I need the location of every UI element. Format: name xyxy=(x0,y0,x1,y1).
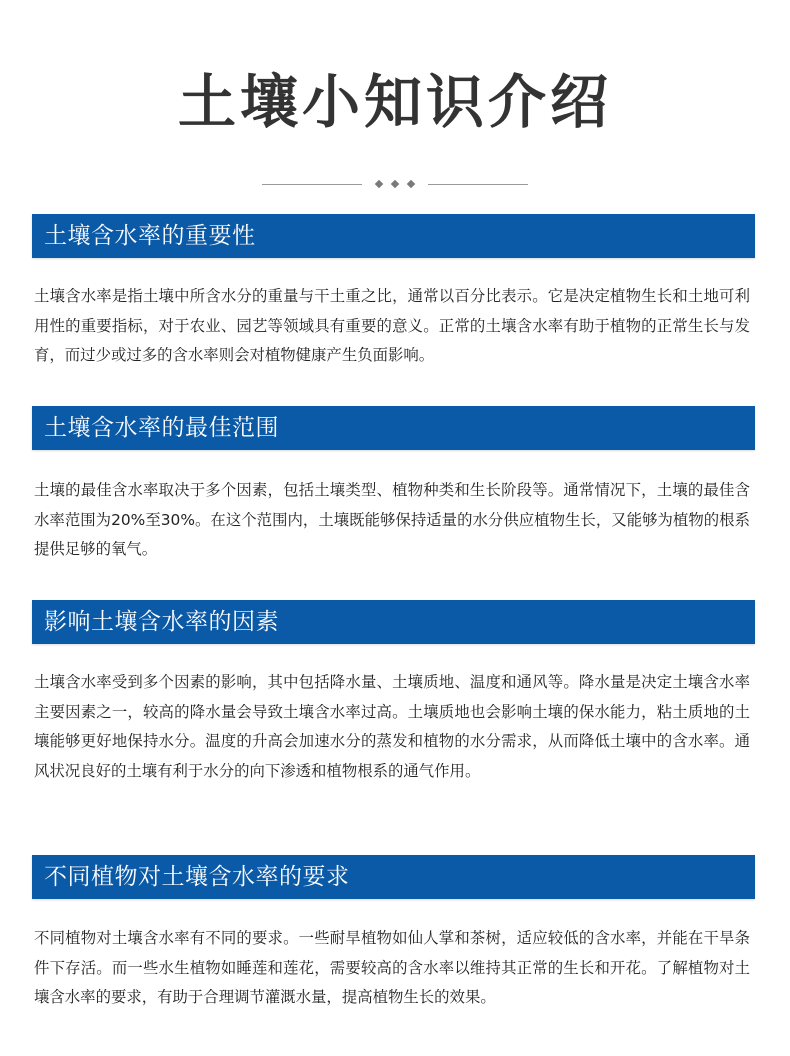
diamond-icon xyxy=(407,180,415,188)
section-heading-optimal-range: 土壤含水率的最佳范围 xyxy=(32,406,755,450)
section-body-optimal-range: 土壤的最佳含水率取决于多个因素，包括土壤类型、植物种类和生长阶段等。通常情况下，土壤的最佳含水率范围为20%至30%。在这个范围内，土壤既能够保持适量的水分供应植物生长，又能够为植物的根系提供足够的氧气。 xyxy=(34,481,750,558)
diamond-icon xyxy=(391,180,399,188)
section-body-factors: 土壤含水率受到多个因素的影响，其中包括降水量、土壤质地、温度和通风等。降水量是决定土壤含水率主要因素之一，较高的降水量会导致土壤含水率过高。土壤质地也会影响土壤的保水能力，粘土质地的土壤能够更好地保持水分。温度的升高会加速水分的蒸发和植物的水分需求，从而降低土壤中的含水率。通风状况良好的土壤有利于水分的向下渗透和植物根系的通气作用。 xyxy=(34,673,750,780)
section-heading-factors: 影响土壤含水率的因素 xyxy=(32,600,755,644)
divider-dots xyxy=(376,181,414,187)
divider-line-right xyxy=(428,184,528,185)
section-body-importance: 土壤含水率是指土壤中所含水分的重量与干土重之比，通常以百分比表示。它是决定植物生长和土地可利用性的重要指标，对于农业、园艺等领域具有重要的意义。正常的土壤含水率有助于植物的正常生长与发育，而过少或过多的含水率则会对植物健康产生负面影响。 xyxy=(34,287,750,364)
section-heading-plant-requirements: 不同植物对土壤含水率的要求 xyxy=(32,855,755,899)
section-heading-importance: 土壤含水率的重要性 xyxy=(32,214,755,258)
divider-line-left xyxy=(262,184,362,185)
title-divider xyxy=(0,176,790,192)
page-title: 土壤小知识介绍 xyxy=(177,68,612,136)
section-body-plant-requirements: 不同植物对土壤含水率有不同的要求。一些耐旱植物如仙人掌和茶树，适应较低的含水率，并能在干旱条件下存活。而一些水生植物如睡莲和莲花，需要较高的含水率以维持其正常的生长和开花。了解植物对土壤含水率的要求，有助于合理调节灌溉水量，提高植物生长的效果。 xyxy=(34,929,750,1006)
diamond-icon xyxy=(375,180,383,188)
